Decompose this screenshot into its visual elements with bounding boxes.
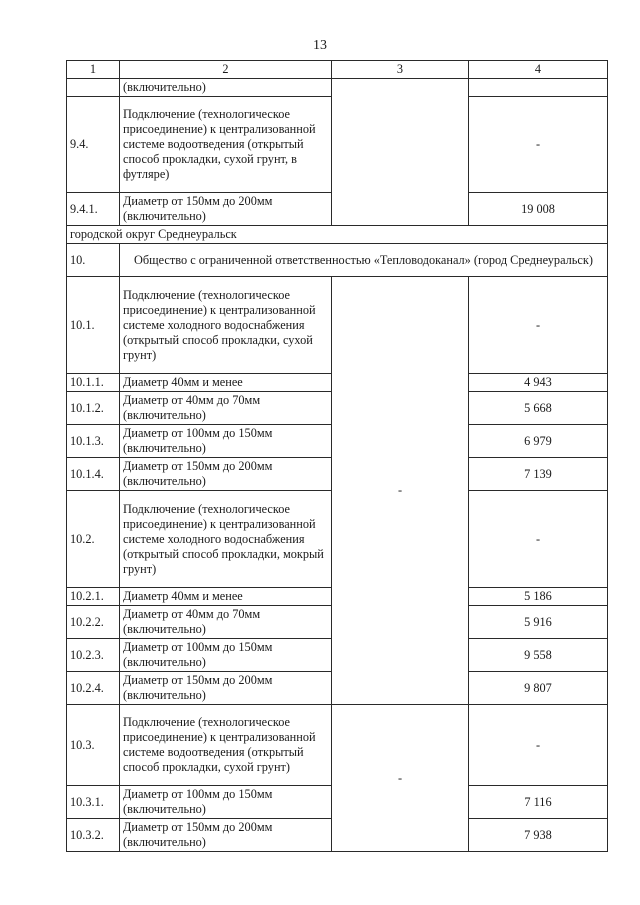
organization-row [67,244,608,277]
row-number: 10.2.3. [67,639,120,672]
row-number: 10.2.2. [67,606,120,639]
row-description: Подключение (технологическое присоединение) к централизованной системе холодного водоснабжения (открытый способ прокладки, сухой грунт) [120,277,332,374]
row-price: 5 668 [469,392,608,425]
row-number: 9.4.1. [67,193,120,226]
row-description: (включительно) [120,79,332,97]
row-description: Диаметр от 150мм до 200мм (включительно) [120,672,332,705]
table-header-row [67,61,608,79]
table-row [67,79,608,97]
row-description: Диаметр от 100мм до 150мм (включительно) [120,786,332,819]
header-cell: 1 [67,61,120,79]
row-description: Диаметр от 150мм до 200мм (включительно) [120,819,332,852]
row-number: 10.3.1. [67,786,120,819]
row-price: 4 943 [469,374,608,392]
row-number: 10.3. [67,705,120,786]
row-description: Диаметр от 100мм до 150мм (включительно) [120,425,332,458]
row-number: 9.4. [67,97,120,193]
row-price: 6 979 [469,425,608,458]
row-number: 10.2.1. [67,588,120,606]
row-description: Диаметр от 100мм до 150мм (включительно) [120,639,332,672]
row-number: 10.2. [67,491,120,588]
row-price: 7 116 [469,786,608,819]
row-price: - [469,491,608,588]
row-price [469,79,608,97]
row-price: 7 139 [469,458,608,491]
row-number: 10.3.2. [67,819,120,852]
header-cell: 4 [469,61,608,79]
district-name: городской округ Среднеуральск [67,226,608,244]
row-number: 10. [67,244,120,277]
row-description: Подключение (технологическое присоединение) к централизованной системе водоотведения (открытый способ прокладки, сухой грунт) [120,705,332,786]
row-number: 10.1.4. [67,458,120,491]
row-description: Диаметр от 150мм до 200мм (включительно) [120,193,332,226]
row-price: 9 558 [469,639,608,672]
row-price: 19 008 [469,193,608,226]
col3-group-10-3: - [332,705,469,852]
row-number: 10.2.4. [67,672,120,705]
row-description: Диаметр от 40мм до 70мм (включительно) [120,606,332,639]
row-price: - [469,277,608,374]
district-row [67,226,608,244]
row-description: Подключение (технологическое присоединение) к централизованной системе холодного водоснабжения (открытый способ прокладки, мокрый грунт) [120,491,332,588]
row-number: 10.1. [67,277,120,374]
row-description: Диаметр от 40мм до 70мм (включительно) [120,392,332,425]
row-description: Диаметр от 150мм до 200мм (включительно) [120,458,332,491]
row-description: Диаметр 40мм и менее [120,374,332,392]
row-number: 10.1.2. [67,392,120,425]
tariff-table [66,60,608,852]
row-price: 9 807 [469,672,608,705]
row-description: Диаметр 40мм и менее [120,588,332,606]
row-price: - [469,97,608,193]
col3-group-10-1-2: - [332,277,469,705]
row-number [67,79,120,97]
row-description: Подключение (технологическое присоединение) к централизованной системе водоотведения (открытый способ прокладки, сухой грунт, в футляре) [120,97,332,193]
organization-name: Общество с ограниченной ответственностью «Тепловодоканал» (город Среднеуральск) [120,244,608,277]
header-cell: 2 [120,61,332,79]
row-price: 5 186 [469,588,608,606]
row-number: 10.1.1. [67,374,120,392]
col3-group-9 [332,79,469,226]
row-price: 7 938 [469,819,608,852]
row-price: 5 916 [469,606,608,639]
row-number: 10.1.3. [67,425,120,458]
row-price: - [469,705,608,786]
page-number: 13 [313,38,327,53]
table-row [67,277,608,374]
header-cell: 3 [332,61,469,79]
table-row [67,705,608,786]
